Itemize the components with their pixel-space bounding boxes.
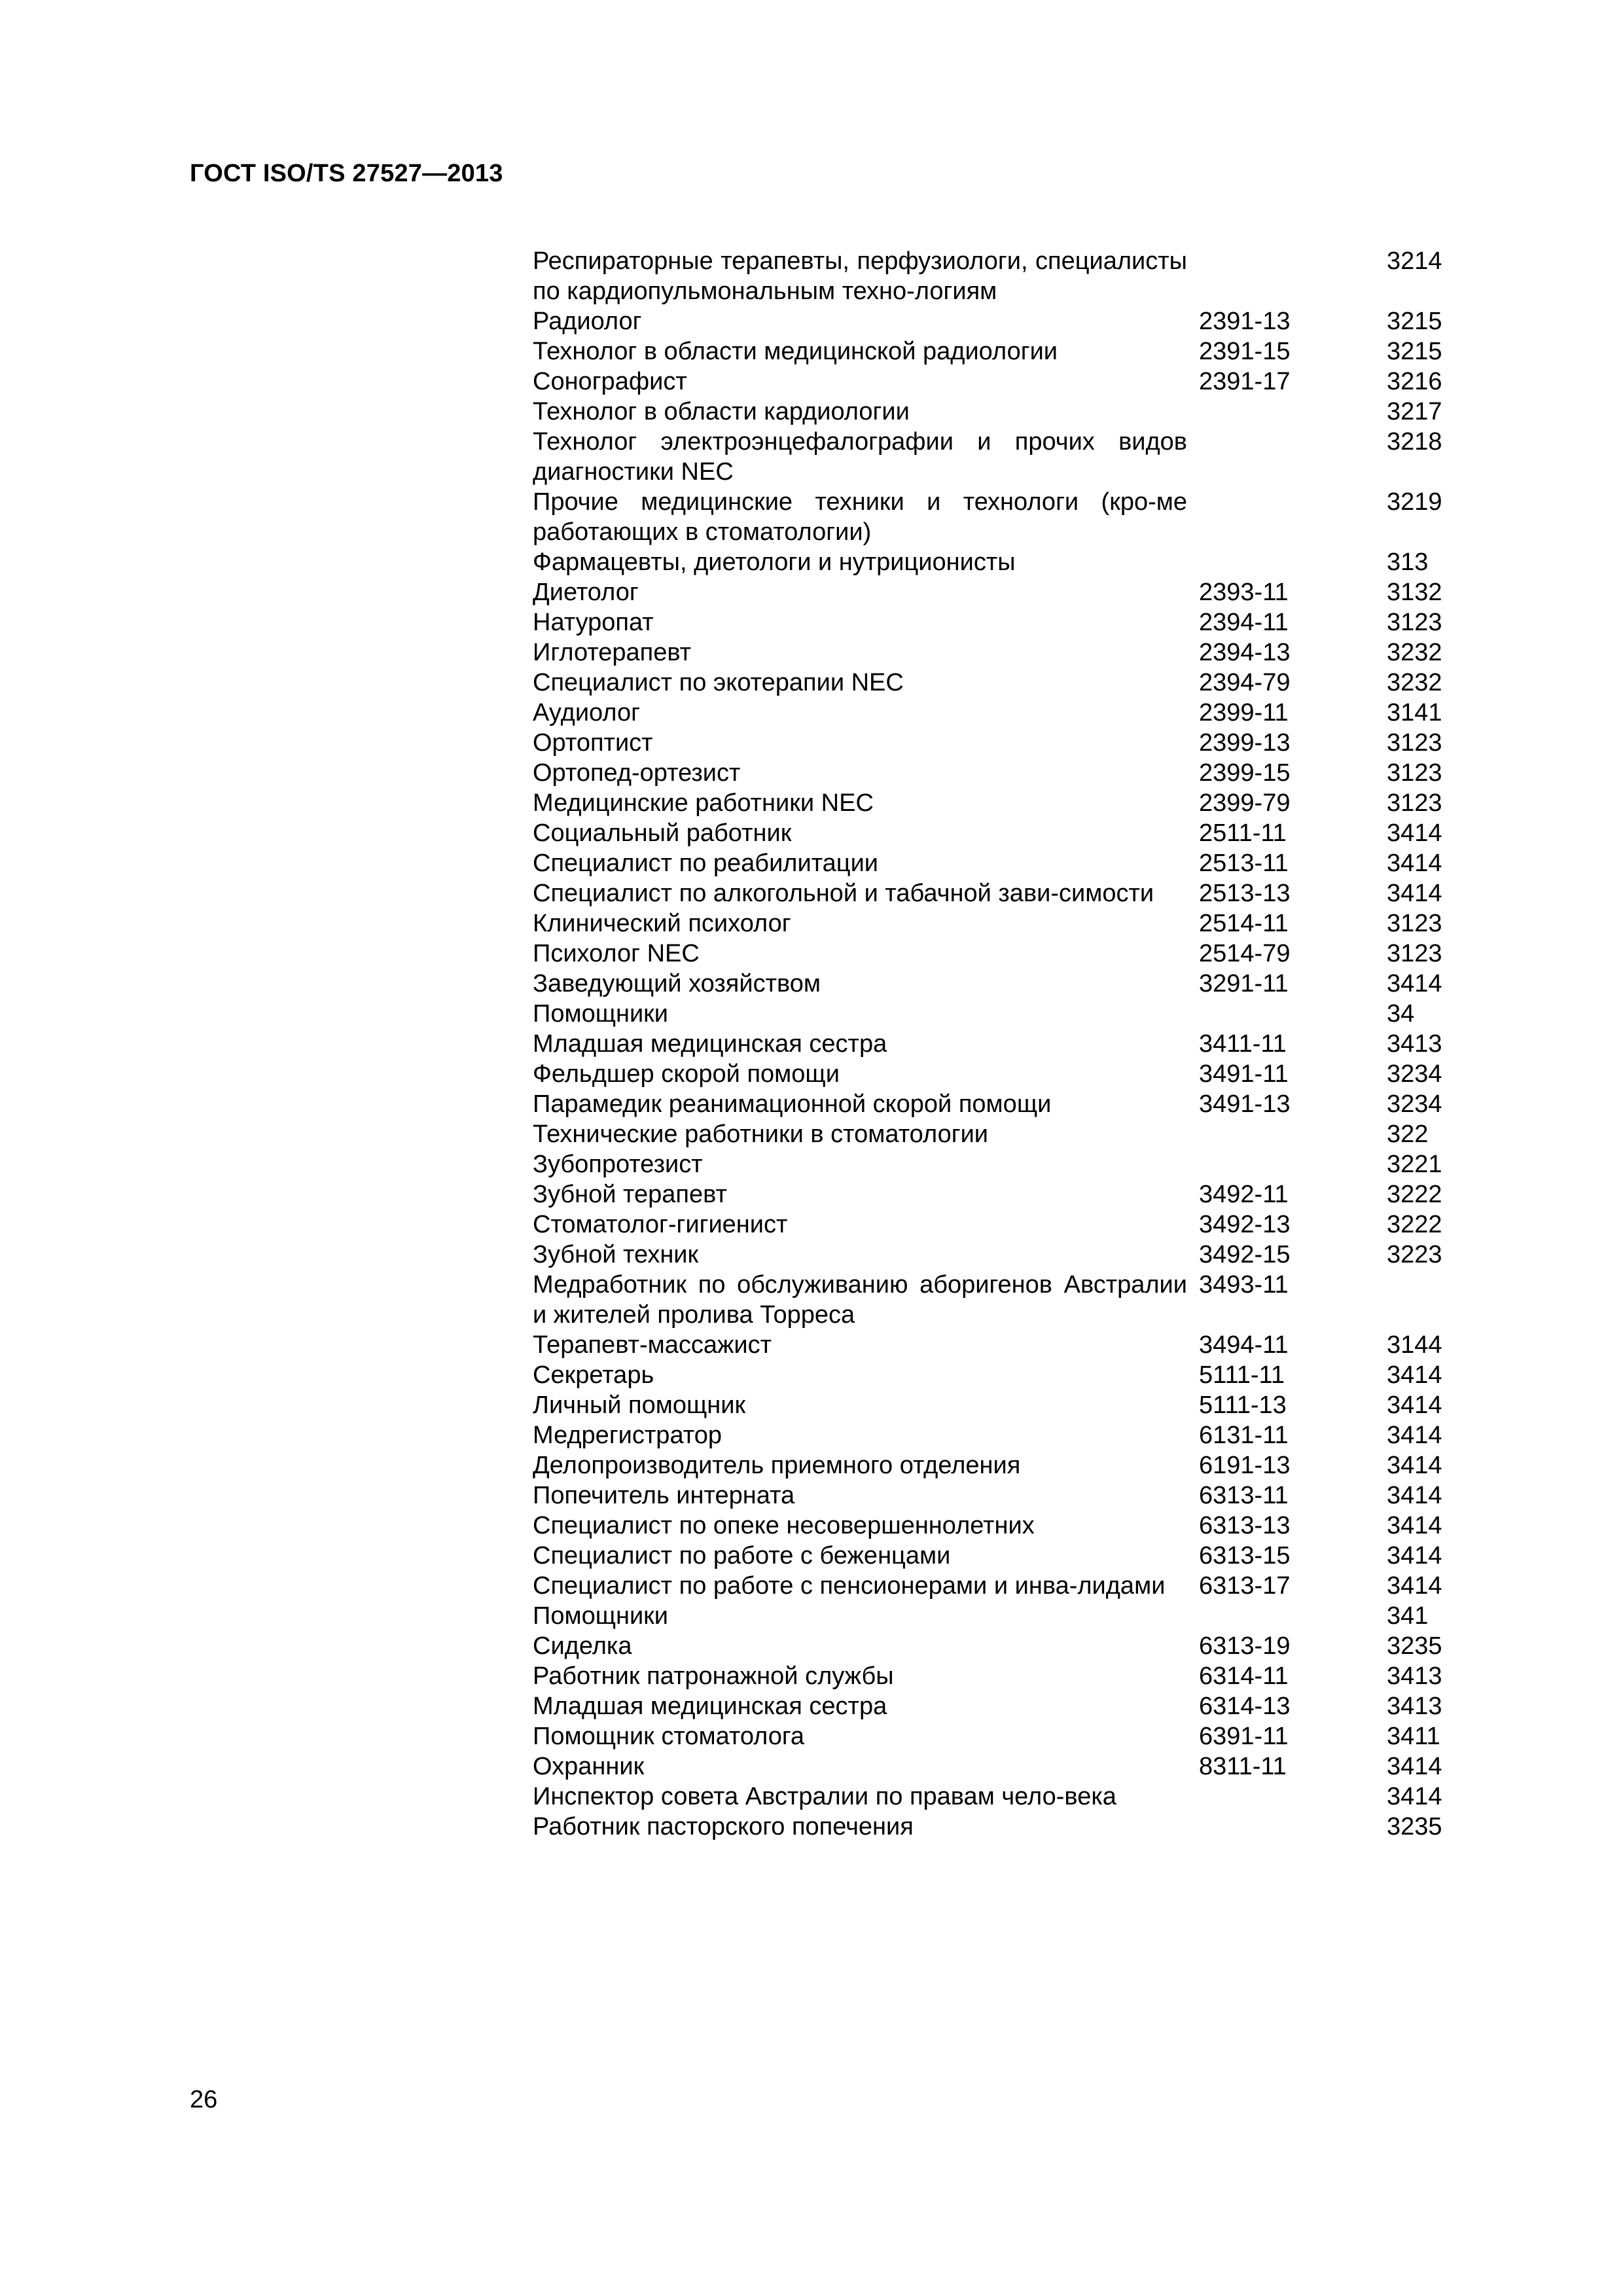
occupation-code: 3411-11	[1199, 1030, 1287, 1058]
table-row	[533, 908, 1475, 939]
occupation-name: Сонографист	[533, 368, 687, 395]
occupation-name: Клинический психолог	[533, 910, 791, 937]
isco-code: 3221	[1387, 1151, 1442, 1178]
isco-code: 3123	[1387, 759, 1442, 787]
table-row	[533, 668, 1475, 698]
table-row	[533, 1782, 1475, 1812]
occupation-name: Социальный работник	[533, 819, 792, 847]
table-row	[533, 367, 1475, 397]
isco-code: 3144	[1387, 1331, 1442, 1359]
isco-code: 341	[1387, 1602, 1429, 1630]
isco-code: 3123	[1387, 609, 1442, 636]
occupation-code: 2393-11	[1199, 579, 1289, 606]
occupation-name: Медрегистратор	[533, 1422, 722, 1449]
occupation-name: Сиделка	[533, 1632, 632, 1660]
occupation-code: 3494-11	[1199, 1331, 1289, 1359]
isco-code: 3123	[1387, 789, 1442, 817]
occupation-name: Зубной техник	[533, 1241, 699, 1268]
occupation-name: Радиолог	[533, 308, 642, 335]
table-row	[533, 1119, 1475, 1149]
occupation-name: Специалист по алкогольной и табачной зави-симости	[533, 880, 1154, 907]
occupation-code: 3291-11	[1199, 970, 1289, 997]
table-row	[533, 1631, 1475, 1661]
table-row	[533, 1450, 1475, 1480]
occupation-code: 2394-13	[1199, 639, 1291, 666]
occupation-name: Технолог в области медицинской радиологии	[533, 338, 1058, 365]
isco-code: 3414	[1387, 1542, 1442, 1570]
occupation-code: 2399-13	[1199, 729, 1291, 757]
page-number: 26	[190, 2086, 218, 2113]
table-row	[533, 939, 1475, 969]
isco-code: 3215	[1387, 308, 1442, 335]
occupation-name: Заведующий хозяйством	[533, 970, 821, 997]
occupation-code: 2399-15	[1199, 759, 1291, 787]
table-row	[533, 1270, 1475, 1330]
occupation-code: 2399-79	[1199, 789, 1291, 817]
table-row	[533, 1691, 1475, 1721]
table-row	[533, 1812, 1475, 1842]
isco-code: 3414	[1387, 850, 1442, 877]
occupation-name: Специалист по экотерапии NEC	[533, 669, 904, 696]
occupation-code: 6191-13	[1199, 1452, 1291, 1479]
table-row	[533, 637, 1475, 668]
isco-code: 3414	[1387, 1753, 1442, 1780]
occupation-code: 5111-13	[1199, 1391, 1287, 1419]
occupation-name: Работник патронажной службы	[533, 1662, 894, 1690]
isco-code: 3232	[1387, 669, 1442, 696]
isco-code: 322	[1387, 1121, 1429, 1148]
occupation-name: Попечитель интерната	[533, 1482, 795, 1509]
occupation-name: Инспектор совета Австралии по правам чело-века	[533, 1783, 1116, 1810]
table-row	[533, 1059, 1475, 1089]
isco-code: 3235	[1387, 1813, 1442, 1840]
table-row	[533, 306, 1475, 336]
occupation-code: 6313-15	[1199, 1542, 1291, 1570]
occupation-name: Иглотерапевт	[533, 639, 692, 666]
occupation-code: 2513-13	[1199, 880, 1291, 907]
table-row	[533, 848, 1475, 878]
occupation-code: 2514-79	[1199, 940, 1291, 967]
table-row	[533, 969, 1475, 999]
occupation-name: Технолог в области кардиологии	[533, 398, 910, 425]
occupation-code: 6313-13	[1199, 1512, 1291, 1539]
occupation-code: 2391-17	[1199, 368, 1291, 395]
occupation-name: Аудиолог	[533, 699, 640, 726]
occupation-name: Психолог NEC	[533, 940, 700, 967]
occupation-name: Специалист по реабилитации	[533, 850, 879, 877]
table-row	[533, 607, 1475, 637]
occupation-table	[533, 246, 1475, 1842]
table-row	[533, 1420, 1475, 1450]
isco-code: 3413	[1387, 1030, 1442, 1058]
table-row	[533, 1390, 1475, 1420]
table-row	[533, 758, 1475, 788]
occupation-name: Натуропат	[533, 609, 654, 636]
isco-code: 3414	[1387, 1482, 1442, 1509]
occupation-code: 2399-11	[1199, 699, 1289, 726]
occupation-code: 2513-11	[1199, 850, 1289, 877]
table-row	[533, 246, 1475, 306]
occupation-name: Младшая медицинская сестра	[533, 1030, 887, 1058]
occupation-name: Помощники	[533, 1602, 669, 1630]
occupation-name: Специалист по опеке несовершеннолетних	[533, 1512, 1035, 1539]
table-row	[533, 1480, 1475, 1511]
table-row	[533, 427, 1475, 487]
occupation-name: Ортопед-ортезист	[533, 759, 741, 787]
isco-code: 3123	[1387, 940, 1442, 967]
table-row	[533, 1330, 1475, 1360]
occupation-code: 3492-11	[1199, 1181, 1289, 1208]
table-row	[533, 1541, 1475, 1571]
occupation-code: 5111-11	[1199, 1361, 1285, 1389]
table-row	[533, 1029, 1475, 1059]
isco-code: 3215	[1387, 338, 1442, 365]
occupation-code: 8311-11	[1199, 1753, 1287, 1780]
occupation-code: 2394-11	[1199, 609, 1289, 636]
occupation-name: Зубопротезист	[533, 1151, 703, 1178]
table-row	[533, 818, 1475, 848]
table-row	[533, 1089, 1475, 1119]
isco-code: 3219	[1387, 488, 1442, 516]
table-row	[533, 1751, 1475, 1782]
isco-code: 3413	[1387, 1662, 1442, 1690]
occupation-name: Диетолог	[533, 579, 639, 606]
occupation-code: 3492-13	[1199, 1211, 1291, 1238]
occupation-name: Работник пасторского попечения	[533, 1813, 914, 1840]
occupation-code: 6313-17	[1199, 1572, 1291, 1600]
document-header: ГОСТ ISO/TS 27527—2013	[190, 160, 503, 187]
occupation-name: Делопроизводитель приемного отделения	[533, 1452, 1021, 1479]
isco-code: 3123	[1387, 910, 1442, 937]
isco-code: 3217	[1387, 398, 1442, 425]
table-row	[533, 1571, 1475, 1601]
occupation-name: Технолог электроэнцефалографии и прочих видов диагностики NEC	[533, 428, 1187, 486]
table-row	[533, 1601, 1475, 1631]
isco-code: 3223	[1387, 1241, 1442, 1268]
isco-code: 3222	[1387, 1211, 1442, 1238]
occupation-name: Помощники	[533, 1000, 669, 1028]
occupation-code: 2391-15	[1199, 338, 1291, 365]
occupation-name: Стоматолог-гигиенист	[533, 1211, 788, 1238]
table-row	[533, 487, 1475, 547]
table-row	[533, 1661, 1475, 1691]
isco-code: 3235	[1387, 1632, 1442, 1660]
isco-code: 3234	[1387, 1060, 1442, 1088]
occupation-name: Помощник стоматолога	[533, 1723, 805, 1750]
table-row	[533, 1721, 1475, 1751]
occupation-code: 6313-11	[1199, 1482, 1289, 1509]
occupation-code: 3491-13	[1199, 1090, 1291, 1118]
occupation-name: Специалист по работе с пенсионерами и инва-лидами	[533, 1572, 1166, 1600]
table-row	[533, 1149, 1475, 1179]
table-row	[533, 1511, 1475, 1541]
occupation-name: Респираторные терапевты, перфузиологи, специалисты по кардиопульмональным техно-логиям	[533, 247, 1187, 305]
occupation-code: 6131-11	[1199, 1422, 1289, 1449]
table-row	[533, 1360, 1475, 1390]
occupation-code: 6314-13	[1199, 1693, 1291, 1720]
table-row	[533, 878, 1475, 908]
isco-code: 3414	[1387, 1452, 1442, 1479]
table-row	[533, 577, 1475, 607]
occupation-code: 2511-11	[1199, 819, 1287, 847]
isco-code: 3123	[1387, 729, 1442, 757]
isco-code: 3411	[1387, 1723, 1440, 1750]
occupation-name: Фельдшер скорой помощи	[533, 1060, 840, 1088]
isco-code: 3141	[1387, 699, 1442, 726]
isco-code: 3414	[1387, 1391, 1442, 1419]
table-row	[533, 1240, 1475, 1270]
isco-code: 3414	[1387, 1422, 1442, 1449]
table-row	[533, 1210, 1475, 1240]
occupation-code: 3491-11	[1199, 1060, 1289, 1088]
isco-code: 3234	[1387, 1090, 1442, 1118]
occupation-name: Медработник по обслуживанию аборигенов Австралии и жителей пролива Торреса	[533, 1271, 1187, 1329]
table-row	[533, 1179, 1475, 1210]
isco-code: 3216	[1387, 368, 1442, 395]
isco-code: 3414	[1387, 1572, 1442, 1600]
occupation-name: Терапевт-массажист	[533, 1331, 772, 1359]
isco-code: 3232	[1387, 639, 1442, 666]
occupation-name: Фармацевты, диетологи и нутриционисты	[533, 548, 1016, 576]
occupation-code: 6391-11	[1199, 1723, 1289, 1750]
occupation-name: Специалист по работе с беженцами	[533, 1542, 951, 1570]
occupation-name: Технические работники в стоматологии	[533, 1121, 989, 1148]
table-row	[533, 547, 1475, 577]
isco-code: 3218	[1387, 428, 1442, 456]
isco-code: 313	[1387, 548, 1429, 576]
occupation-name: Младшая медицинская сестра	[533, 1693, 887, 1720]
isco-code: 3414	[1387, 1783, 1442, 1810]
occupation-code: 6314-11	[1199, 1662, 1289, 1690]
table-row	[533, 336, 1475, 367]
occupation-name: Охранник	[533, 1753, 645, 1780]
table-row	[533, 788, 1475, 818]
occupation-code: 6313-19	[1199, 1632, 1291, 1660]
occupation-code: 2514-11	[1199, 910, 1289, 937]
occupation-name: Зубной терапевт	[533, 1181, 727, 1208]
isco-code: 3222	[1387, 1181, 1442, 1208]
occupation-code: 2394-79	[1199, 669, 1291, 696]
table-row	[533, 999, 1475, 1029]
isco-code: 3413	[1387, 1693, 1442, 1720]
occupation-code: 3493-11	[1199, 1271, 1289, 1299]
table-row	[533, 397, 1475, 427]
occupation-name: Секретарь	[533, 1361, 654, 1389]
isco-code: 3214	[1387, 247, 1442, 275]
isco-code: 3414	[1387, 970, 1442, 997]
isco-code: 3414	[1387, 1512, 1442, 1539]
isco-code: 3414	[1387, 880, 1442, 907]
isco-code: 34	[1387, 1000, 1415, 1028]
table-row	[533, 728, 1475, 758]
occupation-name: Медицинские работники NEC	[533, 789, 874, 817]
isco-code: 3414	[1387, 1361, 1442, 1389]
occupation-name: Личный помощник	[533, 1391, 746, 1419]
isco-code: 3414	[1387, 819, 1442, 847]
occupation-name: Прочие медицинские техники и технологи (кро-ме работающих в стоматологии)	[533, 488, 1187, 546]
occupation-name: Парамедик реанимационной скорой помощи	[533, 1090, 1052, 1118]
occupation-code: 2391-13	[1199, 308, 1291, 335]
occupation-name: Ортоптист	[533, 729, 653, 757]
occupation-code: 3492-15	[1199, 1241, 1291, 1268]
table-row	[533, 698, 1475, 728]
isco-code: 3132	[1387, 579, 1442, 606]
